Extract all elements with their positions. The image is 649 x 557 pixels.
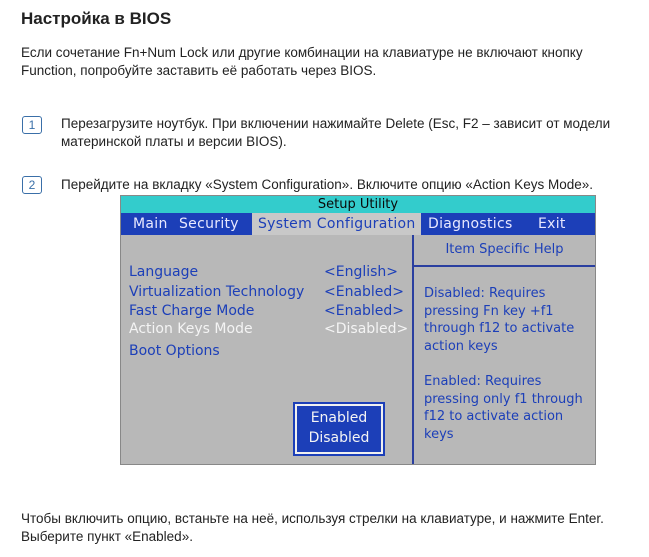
step-1-badge: 1 [22, 116, 42, 134]
step-2-text: Перейдите на вкладку «System Configuration». Включите опцию «Action Keys Mode». [61, 177, 593, 192]
outro-line-1: Чтобы включить опцию, встаньте на неё, используя стрелки на клавиатуре, и нажмите Enter. [21, 511, 604, 526]
tab-exit[interactable]: Exit [538, 216, 566, 232]
intro-line-1: Если сочетание Fn+Num Lock или другие комбинации на клавиатуре не включают кнопку [21, 45, 583, 60]
option-value: <Disabled> [324, 321, 409, 337]
option-virtualization-technology[interactable] [129, 283, 409, 302]
help-line: keys [424, 426, 454, 442]
option-label: Fast Charge Mode [129, 303, 255, 319]
bios-tab-bar [121, 213, 595, 235]
option-label: Boot Options [129, 343, 220, 359]
bios-header: Setup Utility [121, 196, 595, 213]
option-value: <English> [324, 264, 399, 280]
help-disabled-text [424, 285, 596, 355]
value-select-popup[interactable] [293, 402, 385, 456]
tab-security[interactable]: Security [179, 216, 239, 232]
help-line: through f12 to activate [424, 321, 575, 336]
help-line: action keys [424, 338, 498, 354]
help-line: pressing only f1 through [424, 391, 583, 407]
option-label: Language [129, 264, 199, 280]
popup-item-disabled[interactable]: Disabled [308, 430, 370, 446]
option-action-keys-mode[interactable] [129, 320, 409, 339]
option-label: Virtualization Technology [129, 284, 305, 300]
popup-item-enabled[interactable]: Enabled [310, 410, 368, 426]
option-boot-options[interactable] [129, 342, 409, 361]
option-value: <Enabled> [324, 284, 405, 300]
option-label: Action Keys Mode [129, 321, 253, 337]
outro-line-2: Выберите пункт «Enabled». [21, 529, 193, 544]
tab-system-configuration[interactable]: System Configuration [252, 213, 421, 235]
outro-text [21, 510, 604, 546]
step-1-text [61, 115, 610, 151]
tab-main[interactable]: Main [133, 216, 168, 232]
tab-diagnostics[interactable]: Diagnostics [428, 216, 513, 232]
step-1-line-1: Перезагрузите ноутбук. При включении нажимайте Delete (Esc, F2 – зависит от модели [61, 116, 611, 131]
help-line: Enabled: Requires [424, 374, 542, 389]
option-language[interactable] [129, 263, 409, 282]
help-title: Item Specific Help [414, 235, 595, 267]
help-line: Disabled: Requires [424, 286, 546, 301]
option-value: <Enabled> [324, 303, 405, 319]
help-line: pressing Fn key +f1 [424, 303, 554, 319]
step-1-line-2: материнской платы и версии BIOS). [61, 134, 287, 149]
help-line: f12 to activate action [424, 409, 564, 424]
bios-help-pane [414, 235, 595, 464]
step-2-badge: 2 [22, 176, 42, 194]
intro-text [21, 44, 583, 80]
intro-line-2: Function, попробуйте заставить её работать через BIOS. [21, 63, 377, 78]
bios-screen [120, 195, 596, 465]
page-title: Настройка в BIOS [21, 9, 172, 28]
help-enabled-text [424, 373, 596, 443]
bios-options-pane [121, 235, 414, 464]
option-fast-charge-mode[interactable] [129, 302, 409, 321]
